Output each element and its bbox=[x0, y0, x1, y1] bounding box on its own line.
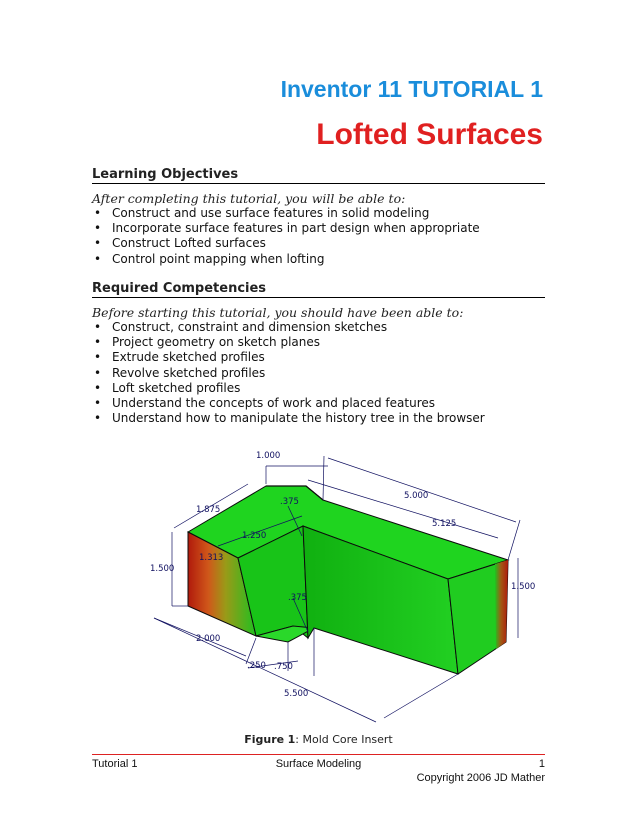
dim-1-500-left: 1.500 bbox=[150, 564, 175, 574]
dim-5-000: 5.000 bbox=[404, 491, 429, 501]
dim-5-125: 5.125 bbox=[432, 519, 457, 529]
bullet-icon: • bbox=[94, 320, 102, 334]
learning-objectives-heading: Learning Objectives bbox=[92, 167, 545, 184]
bullet-icon: • bbox=[94, 221, 102, 236]
learning-objectives-list bbox=[92, 206, 480, 267]
footer-divider bbox=[92, 754, 545, 755]
list-item: • Understand the concepts of work and placed features bbox=[94, 395, 436, 410]
dim-1-313: 1.313 bbox=[199, 553, 224, 563]
dim-0-375-mid: .375 bbox=[288, 593, 307, 603]
list-item: • Construct and use surface features in solid modeling bbox=[94, 206, 430, 220]
list-item: • Revolve sketched profiles bbox=[94, 365, 266, 380]
dim-2-000: 2.000 bbox=[196, 634, 221, 644]
dim-1-500-right: 1.500 bbox=[511, 582, 536, 592]
list-item: • Construct, constraint and dimension sketches bbox=[94, 320, 388, 334]
learning-objectives-intro: After completing this tutorial, you will be able to: bbox=[92, 191, 406, 206]
figure-caption bbox=[92, 733, 545, 746]
bullet-icon: • bbox=[94, 206, 102, 220]
bullet-icon: • bbox=[94, 380, 102, 395]
list-item: • Incorporate surface features in part design when appropriate bbox=[94, 221, 480, 236]
bullet-icon: • bbox=[94, 365, 102, 380]
dim-1-250: 1.250 bbox=[242, 531, 267, 541]
extension-line bbox=[384, 674, 458, 718]
caption-text: : Mold Core Insert bbox=[295, 733, 393, 746]
bullet-icon: • bbox=[94, 251, 102, 266]
bullet-icon: • bbox=[94, 350, 102, 365]
dim-0-375-top: .375 bbox=[280, 497, 299, 507]
bullet-icon: • bbox=[94, 236, 102, 251]
list-item: • Control point mapping when lofting bbox=[94, 251, 325, 266]
right-edge-band bbox=[495, 560, 508, 649]
bullet-icon: • bbox=[94, 395, 102, 410]
tutorial-subtitle: Lofted Surfaces bbox=[316, 118, 543, 151]
list-item: • Construct Lofted surfaces bbox=[94, 236, 266, 251]
list-item: • Understand how to manipulate the history tree in the browser bbox=[94, 411, 485, 426]
dim-0-250: .250 bbox=[247, 661, 266, 671]
dim-5-500: 5.500 bbox=[284, 689, 309, 699]
list-item: • Project geometry on sketch planes bbox=[94, 335, 321, 350]
bullet-icon: • bbox=[94, 411, 102, 426]
list-item: • Extrude sketched profiles bbox=[94, 350, 265, 365]
footer-copyright: Copyright 2006 JD Mather bbox=[416, 772, 545, 784]
caption-number: 1 bbox=[287, 733, 296, 746]
required-competencies-list bbox=[92, 320, 485, 426]
footer-page-number: 1 bbox=[538, 758, 545, 770]
footer-tutorial: Tutorial 1 bbox=[92, 758, 138, 770]
caption-label: Figure bbox=[244, 733, 285, 746]
extension-line bbox=[323, 456, 324, 500]
required-competencies-heading: Required Competencies bbox=[92, 281, 545, 298]
dim-1-000: 1.000 bbox=[256, 451, 281, 461]
footer-section: Surface Modeling bbox=[275, 758, 362, 770]
mold-core-insert-figure bbox=[138, 446, 538, 726]
list-item: • Loft sketched profiles bbox=[94, 380, 241, 395]
dim-0-750: .750 bbox=[274, 662, 293, 672]
dim-1-875: 1.875 bbox=[196, 505, 221, 515]
extension-line bbox=[508, 520, 520, 560]
required-competencies-intro: Before starting this tutorial, you should have been able to: bbox=[92, 305, 464, 320]
tutorial-title: Inventor 11 TUTORIAL 1 bbox=[280, 76, 543, 102]
bullet-icon: • bbox=[94, 335, 102, 350]
mold-core-insert-drawing bbox=[138, 446, 538, 726]
